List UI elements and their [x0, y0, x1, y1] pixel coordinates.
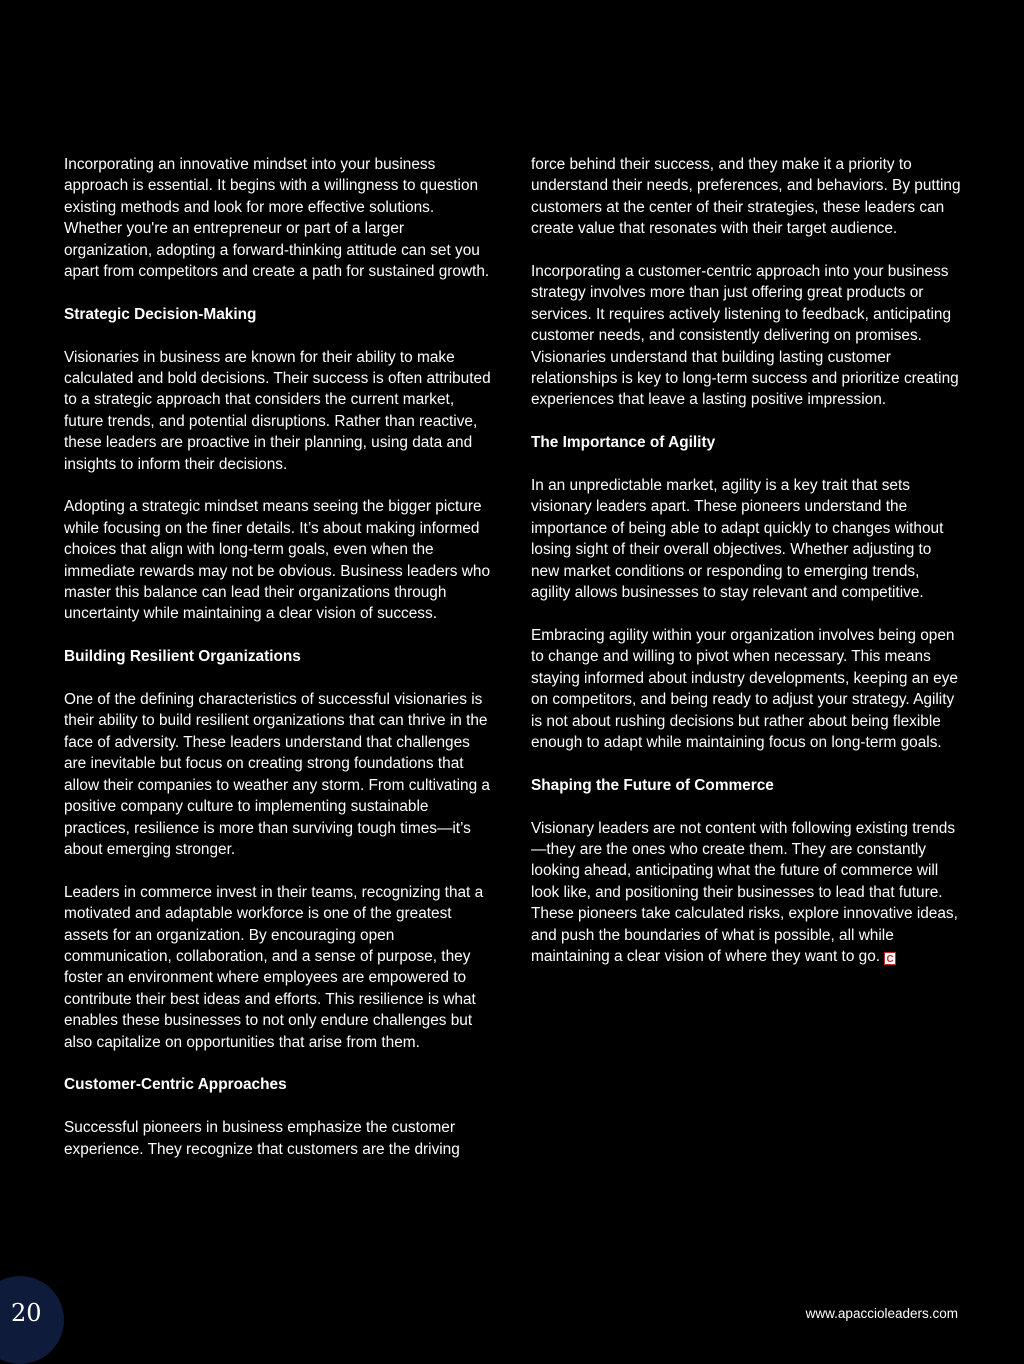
heading-text: Customer-Centric Approaches — [64, 1076, 287, 1094]
body-paragraph — [64, 882, 496, 1053]
paragraph-text: Adopting a strategic mindset means seeing the bigger picture while focusing on the finer details. It’s about making informed choices that align with long-term goals, even when the immediate rewards may not be obvious. Business leaders who master this balance can lead their organizations through uncertainty while maintaining a clear vision of success. — [64, 498, 491, 623]
body-paragraph — [64, 1117, 496, 1160]
heading-text: The Importance of Agility — [531, 434, 716, 452]
paragraph-text: In an unpredictable market, agility is a key trait that sets visionary leaders apart. These pioneers understand the importance of being able to adapt quickly to changes without losing sight of their overall objectives. Whether adjusting to new market conditions or responding to emerging trends, agility allows businesses to stay relevant and competitive. — [531, 477, 944, 602]
paragraph-text: Incorporating an innovative mindset into your business approach is essential. It begins with a willingness to question existing methods and look for more effective solutions. Whether you're an entrepreneur or part of a larger organization, adopting a forward-thinking attitude can set you apart from competitors and create a path for sustained growth. — [64, 156, 490, 281]
section-heading — [531, 432, 963, 453]
section-heading — [64, 304, 496, 325]
page-number: 20 — [11, 1299, 42, 1327]
body-paragraph — [531, 261, 963, 411]
body-paragraph — [64, 347, 496, 475]
paragraph-text: Incorporating a customer-centric approach into your business strategy involves more than just offering great products or services. It requires actively listening to feedback, anticipating customer needs, and consistently delivering on promises. Visionaries understand that building lasting customer relationships is key to long-term success and prioritize creating experiences that leave a lasting positive impression. — [531, 263, 959, 409]
body-paragraph — [64, 689, 496, 860]
body-paragraph — [531, 625, 963, 753]
footer-url: www.apaccioleaders.com — [805, 1306, 958, 1321]
heading-text: Shaping the Future of Commerce — [531, 776, 774, 794]
right-column — [531, 154, 963, 967]
body-paragraph — [531, 154, 963, 240]
heading-text: Building Resilient Organizations — [64, 648, 301, 666]
paragraph-text: Embracing agility within your organization involves being open to change and willing to pivot when necessary. This means staying informed about industry developments, keeping an eye on competitors, and being ready to adjust your strategy. Agility is not about rushing decisions but rather about being flexible enough to adapt while maintaining focus on long-term goals. — [531, 626, 958, 751]
heading-text: Strategic Decision-Making — [64, 305, 257, 323]
section-heading — [64, 1074, 496, 1095]
end-of-article-icon: C — [884, 952, 896, 965]
body-paragraph — [64, 496, 496, 624]
section-heading — [531, 775, 963, 796]
body-paragraph — [531, 475, 963, 603]
body-paragraph — [531, 818, 963, 968]
section-heading — [64, 646, 496, 667]
body-paragraph — [64, 154, 496, 282]
paragraph-text: force behind their success, and they make it a priority to understand their needs, preferences, and behaviors. By putting customers at the center of their strategies, these leaders can create value that resonates with their target audience. — [531, 156, 961, 238]
paragraph-text: Leaders in commerce invest in their teams, recognizing that a motivated and adaptable workforce is one of the greatest assets for an organization. By encouraging open communication, collaboration, and a sense of purpose, they foster an environment where employees are empowered to contribute their best ideas and efforts. This resilience is what enables these businesses to not only endure challenges but also capitalize on opportunities that arise from them. — [64, 883, 484, 1051]
left-column — [64, 154, 496, 1160]
paragraph-text: One of the defining characteristics of successful visionaries is their ability to build resilient organizations that can thrive in the face of adversity. These leaders understand that challenges are inevitable but focus on creating strong foundations that allow their companies to weather any storm. From cultivating a positive company culture to implementing sustainable practices, resilience is more than surviving tough times—it’s about emerging stronger. — [64, 691, 490, 858]
paragraph-text: Successful pioneers in business emphasize the customer experience. They recognize that customers are the driving — [64, 1119, 460, 1158]
paragraph-text: Visionary leaders are not content with following existing trends—they are the ones who create them. They are constantly looking ahead, anticipating what the future of commerce will look like, and positioning their businesses to lead that future. These pioneers take calculated risks, explore innovative ideas, and push the boundaries of what is possible, all while maintaining a clear vision of where they want to go. — [531, 819, 958, 965]
paragraph-text: Visionaries in business are known for their ability to make calculated and bold decisions. Their success is often attributed to a strategic approach that considers the current market, future trends, and potential disruptions. Rather than reactive, these leaders are proactive in their planning, using data and insights to inform their decisions. — [64, 348, 491, 473]
